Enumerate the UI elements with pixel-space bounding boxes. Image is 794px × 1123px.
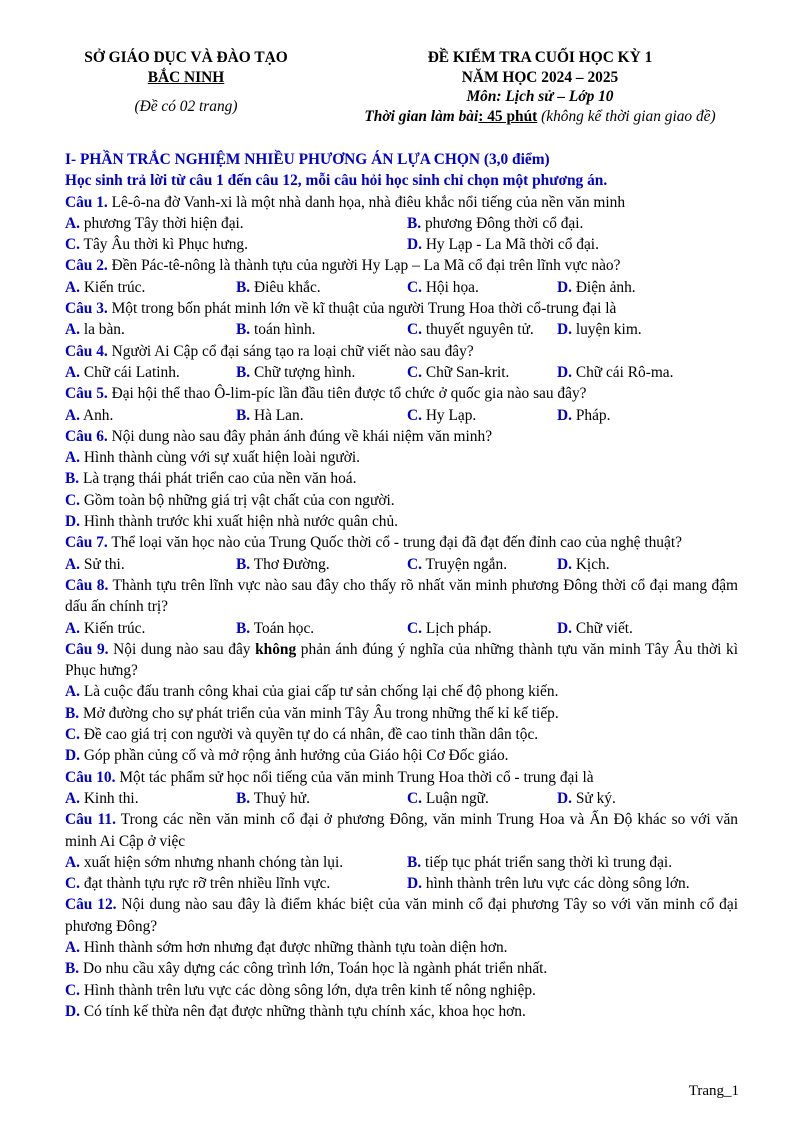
option-text: Do nhu cầu xây dựng các công trình lớn, Toán học là ngành phát triển nhất.: [79, 960, 548, 978]
option-d: [557, 362, 738, 383]
exam-header: [0, 48, 794, 133]
option-letter: D.: [557, 406, 572, 424]
question-number: Câu 9.: [65, 640, 109, 658]
option-b: [236, 788, 407, 809]
option-letter: B.: [236, 406, 251, 424]
option-letter: C.: [65, 236, 80, 254]
question-text: Lê-ô-na đờ Vanh-xi là một nhà danh họa, nhà điêu khắc nổi tiếng của nền văn minh: [107, 193, 626, 211]
option-text: tiếp tục phát triển sang thời kì trung đại.: [421, 853, 673, 871]
question-stem: [65, 255, 738, 276]
option-d: [65, 511, 738, 532]
option-letter: A.: [65, 321, 80, 339]
option-letter: A.: [65, 555, 80, 573]
option-d: [65, 745, 738, 766]
option-letter: A.: [65, 853, 80, 871]
option-letter: C.: [407, 321, 422, 339]
option-letter: B.: [236, 789, 251, 807]
province-name: BẮC NINH: [147, 68, 225, 86]
question-text-emphasis: không: [255, 640, 297, 658]
option-text: Toán học.: [250, 619, 315, 637]
option-b: [236, 277, 407, 298]
question-stem: [65, 532, 738, 553]
option-c: [65, 980, 738, 1001]
department-name: SỞ GIÁO DỤC VÀ ĐÀO TẠO: [84, 49, 288, 66]
question-7: [65, 532, 738, 575]
exam-title: ĐỀ KIỂM TRA CUỐI HỌC KỲ 1: [427, 49, 653, 66]
option-d: [407, 234, 738, 255]
option-a: [65, 937, 738, 958]
option-text: Truyện ngắn.: [421, 555, 508, 573]
option-text: Anh.: [79, 406, 114, 424]
question-4: [65, 341, 738, 384]
option-text: Chữ tượng hình.: [250, 363, 356, 381]
question-stem: [65, 639, 738, 682]
question-number: Câu 3.: [65, 300, 108, 318]
option-text: Sử ký.: [571, 789, 616, 807]
page-count-note: (Đề có 02 trang): [134, 98, 238, 115]
option-letter: B.: [407, 853, 422, 871]
option-b: [65, 958, 738, 979]
option-a: [65, 788, 236, 809]
option-a: [65, 319, 236, 340]
option-list: [65, 277, 738, 298]
option-list: [65, 852, 738, 895]
question-text: Một trong bốn phát minh lớn về kĩ thuật của người Trung Hoa thời cổ-trung đại là: [107, 300, 617, 318]
option-text: toán hình.: [250, 321, 316, 339]
option-letter: D.: [557, 555, 572, 573]
question-stem: [65, 575, 738, 618]
question-number: Câu 4.: [65, 342, 108, 360]
option-letter: C.: [407, 363, 422, 381]
option-text: đạt thành tựu rực rỡ trên nhiều lĩnh vực.: [79, 875, 331, 893]
option-a: [65, 362, 236, 383]
option-b: [236, 362, 407, 383]
option-text: luyện kim.: [571, 321, 642, 339]
option-c: [407, 362, 557, 383]
option-text: Tây Âu thời kì Phục hưng.: [79, 236, 248, 254]
question-stem: [65, 192, 738, 213]
option-text: Điện ảnh.: [571, 278, 636, 296]
option-letter: D.: [407, 236, 422, 254]
question-text: Nội dung nào sau đây phản ánh đúng về khái niệm văn minh?: [107, 427, 493, 445]
option-letter: B.: [65, 470, 80, 488]
time-value: : 45 phút: [478, 107, 538, 125]
option-d: [557, 319, 738, 340]
option-letter: A.: [65, 406, 80, 424]
option-d: [407, 873, 738, 894]
option-letter: C.: [407, 406, 422, 424]
subject-label: Môn: [466, 88, 497, 105]
option-letter: B.: [236, 555, 251, 573]
option-letter: C.: [65, 875, 80, 893]
option-letter: D.: [557, 363, 572, 381]
option-text: Là cuộc đấu tranh công khai của giai cấp tư sản chống lại chế độ phong kiến.: [79, 683, 559, 701]
option-letter: D.: [557, 619, 572, 637]
question-stem: [65, 298, 738, 319]
question-text-continued: phản ánh đúng ý nghĩa của những thành tựu văn minh Tây Âu thời kì Phục hưng?: [65, 640, 738, 680]
question-text: Người Ai Cập cổ đại sáng tạo ra loại chữ viết nào sau đây?: [107, 342, 474, 360]
option-letter: A.: [65, 938, 80, 956]
question-1: [65, 192, 738, 256]
option-text: Hình thành sớm hơn nhưng đạt được những thành tựu toàn diện hơn.: [79, 938, 508, 956]
question-10: [65, 767, 738, 810]
question-number: Câu 11.: [65, 811, 116, 829]
question-text: Nội dung nào sau đây là điểm khác biệt của văn minh cổ đại phương Tây so với văn minh cổ đại phương Đông?: [65, 896, 738, 935]
option-c: [407, 618, 557, 639]
question-9: [65, 639, 738, 767]
school-year: NĂM HỌC 2024 – 2025: [461, 68, 619, 86]
option-list: [65, 681, 738, 766]
option-letter: A.: [65, 214, 80, 232]
option-a: [65, 405, 236, 426]
question-text: Trong các nền văn minh cổ đại ở phương Đông, văn minh Trung Hoa và Ấn Độ khác so với văn minh Ai Cập ở việc: [65, 811, 738, 850]
time-note: (không kể thời gian giao đề): [537, 107, 716, 125]
question-12: [65, 894, 738, 1022]
option-text: Thuỷ hử.: [250, 789, 310, 807]
option-text: Hình thành trước khi xuất hiện nhà nước quân chủ.: [79, 513, 399, 531]
question-number: Câu 6.: [65, 427, 108, 445]
question-stem: [65, 426, 738, 447]
option-text: Hà Lan.: [250, 406, 304, 424]
question-stem: [65, 767, 738, 788]
exam-content: [65, 149, 738, 1022]
option-letter: A.: [65, 619, 80, 637]
option-d: [557, 554, 738, 575]
option-letter: A.: [65, 789, 80, 807]
option-text: Thơ Đường.: [250, 555, 330, 573]
option-text: Sử thi.: [79, 555, 125, 573]
option-text: Gồm toàn bộ những giá trị vật chất của con người.: [79, 491, 395, 509]
option-list: [65, 618, 738, 639]
option-letter: B.: [236, 619, 251, 637]
time-line: [330, 107, 750, 127]
option-text: phương Tây thời hiện đại.: [79, 214, 244, 232]
option-list: [65, 405, 738, 426]
option-d: [557, 788, 738, 809]
question-5: [65, 383, 738, 426]
option-text: Kịch.: [571, 555, 610, 573]
option-letter: D.: [65, 1002, 80, 1020]
option-text: Kinh thi.: [79, 789, 139, 807]
option-c: [65, 724, 738, 745]
question-number: Câu 10.: [65, 768, 116, 786]
option-text: Chữ cái Latinh.: [79, 363, 180, 381]
question-text: Một tác phẩm sử học nổi tiếng của văn minh Trung Hoa thời cổ - trung đại là: [115, 768, 594, 786]
question-text: Thành tựu trên lĩnh vực nào sau đây cho thấy rõ nhất văn minh phương Đông thời cổ đại mang đậm dấu ấn chính trị?: [65, 576, 738, 616]
option-c: [407, 277, 557, 298]
option-b: [65, 468, 738, 489]
question-number: Câu 7.: [65, 534, 108, 552]
option-list: [65, 447, 738, 532]
question-number: Câu 8.: [65, 576, 109, 594]
option-letter: C.: [407, 789, 422, 807]
option-list: [65, 788, 738, 809]
option-c: [65, 234, 407, 255]
option-list: [65, 554, 738, 575]
question-number: Câu 12.: [65, 896, 117, 914]
option-a: [65, 554, 236, 575]
option-text: Kiến trúc.: [79, 278, 146, 296]
option-d: [557, 618, 738, 639]
option-text: Góp phần củng cố và mở rộng ảnh hưởng của Giáo hội Cơ Đốc giáo.: [79, 747, 509, 765]
option-letter: D.: [65, 747, 80, 765]
question-text: Nội dung nào sau đây: [108, 640, 256, 658]
option-text: Chữ cái Rô-ma.: [571, 363, 674, 381]
question-list: [65, 192, 738, 1023]
question-number: Câu 1.: [65, 193, 108, 211]
option-letter: D.: [65, 513, 80, 531]
subject-line: [330, 87, 750, 107]
option-list: [65, 319, 738, 340]
option-d: [65, 1001, 738, 1022]
section-instruction: Học sinh trả lời từ câu 1 đến câu 12, mỗi câu hỏi học sinh chỉ chọn một phương án.: [65, 172, 608, 190]
option-b: [236, 618, 407, 639]
option-text: xuất hiện sớm nhưng nhanh chóng tàn lụi.: [79, 853, 344, 871]
option-c: [65, 490, 738, 511]
question-text: Đền Pác-tê-nông là thành tựu của người Hy Lạp – La Mã cổ đại trên lĩnh vực nào?: [107, 257, 621, 275]
option-list: [65, 213, 738, 256]
option-letter: A.: [65, 363, 80, 381]
option-c: [407, 405, 557, 426]
option-a: [65, 277, 236, 298]
option-d: [557, 277, 738, 298]
option-b: [407, 213, 738, 234]
option-list: [65, 937, 738, 1022]
header-left: [60, 48, 312, 117]
option-b: [407, 852, 738, 873]
option-text: thuyết nguyên tử.: [421, 321, 534, 339]
option-letter: B.: [407, 214, 422, 232]
question-6: [65, 426, 738, 532]
option-c: [407, 554, 557, 575]
option-text: Kiến trúc.: [79, 619, 146, 637]
option-c: [65, 873, 407, 894]
option-text: Hội họa.: [421, 278, 479, 296]
option-text: Chữ San-krit.: [421, 363, 510, 381]
option-list: [65, 362, 738, 383]
question-2: [65, 255, 738, 298]
question-text: Đại hội thể thao Ô-lim-píc lần đầu tiên được tổ chức ở quốc gia nào sau đây?: [107, 385, 587, 403]
option-text: la bàn.: [79, 321, 125, 339]
option-text: Đề cao giá trị con người và quyền tự do cá nhân, đề cao tinh thần dân tộc.: [79, 726, 539, 744]
option-letter: D.: [557, 789, 572, 807]
question-stem: [65, 809, 738, 852]
option-text: phương Đông thời cổ đại.: [421, 214, 584, 232]
option-c: [407, 788, 557, 809]
question-8: [65, 575, 738, 639]
page-number: Trang_1: [688, 1083, 739, 1099]
option-letter: D.: [407, 875, 422, 893]
question-number: Câu 2.: [65, 257, 108, 275]
option-letter: B.: [65, 960, 80, 978]
option-letter: A.: [65, 278, 80, 296]
option-b: [65, 703, 738, 724]
option-text: Luận ngữ.: [421, 789, 489, 807]
option-text: Điêu khắc.: [250, 278, 321, 296]
option-a: [65, 681, 738, 702]
option-text: Hình thành trên lưu vực các dòng sông lớn, dựa trên kinh tế nông nghiệp.: [79, 981, 536, 999]
option-text: Hy Lạp - La Mã thời cổ đại.: [421, 236, 599, 254]
option-letter: B.: [236, 321, 251, 339]
option-b: [236, 405, 407, 426]
option-text: Lịch pháp.: [421, 619, 492, 637]
question-number: Câu 5.: [65, 385, 108, 403]
option-letter: A.: [65, 449, 80, 467]
option-b: [236, 319, 407, 340]
option-letter: B.: [236, 363, 251, 381]
option-b: [236, 554, 407, 575]
option-d: [557, 405, 738, 426]
option-a: [65, 213, 407, 234]
option-letter: C.: [407, 619, 422, 637]
option-letter: A.: [65, 683, 80, 701]
option-c: [407, 319, 557, 340]
question-stem: [65, 894, 738, 937]
subject-value: : Lịch sử – Lớp 10: [496, 88, 614, 105]
option-letter: D.: [557, 278, 572, 296]
option-text: Chữ viết.: [571, 619, 633, 637]
option-letter: C.: [407, 555, 422, 573]
option-letter: B.: [65, 704, 80, 722]
question-stem: [65, 341, 738, 362]
option-text: Hình thành cùng với sự xuất hiện loài người.: [79, 449, 360, 467]
option-letter: C.: [65, 726, 80, 744]
option-text: hình thành trên lưu vực các dòng sông lớn.: [421, 875, 690, 893]
option-letter: C.: [65, 981, 80, 999]
option-text: Có tính kế thừa nên đạt được những thành tựu chính xác, khoa học hơn.: [79, 1002, 526, 1020]
option-letter: C.: [407, 278, 422, 296]
option-text: Mở đường cho sự phát triển của văn minh Tây Âu trong những thế kỉ kế tiếp.: [79, 704, 559, 722]
option-text: Hy Lạp.: [421, 406, 477, 424]
option-text: Pháp.: [571, 406, 611, 424]
option-text: Là trạng thái phát triển cao của nền văn hoá.: [79, 470, 357, 488]
option-letter: D.: [557, 321, 572, 339]
option-a: [65, 447, 738, 468]
option-letter: B.: [236, 278, 251, 296]
question-11: [65, 809, 738, 894]
option-letter: C.: [65, 491, 80, 509]
header-right: [330, 48, 750, 126]
option-a: [65, 618, 236, 639]
question-text: Thể loại văn học nào của Trung Quốc thời cổ - trung đại đã đạt đến đỉnh cao của nghệ thuật?: [107, 534, 682, 552]
section-title: I- PHẦN TRẮC NGHIỆM NHIỀU PHƯƠNG ÁN LỰA CHỌN (3,0 điểm): [65, 151, 550, 168]
question-stem: [65, 383, 738, 404]
option-a: [65, 852, 407, 873]
time-label: Thời gian làm bài: [364, 107, 479, 125]
question-3: [65, 298, 738, 341]
